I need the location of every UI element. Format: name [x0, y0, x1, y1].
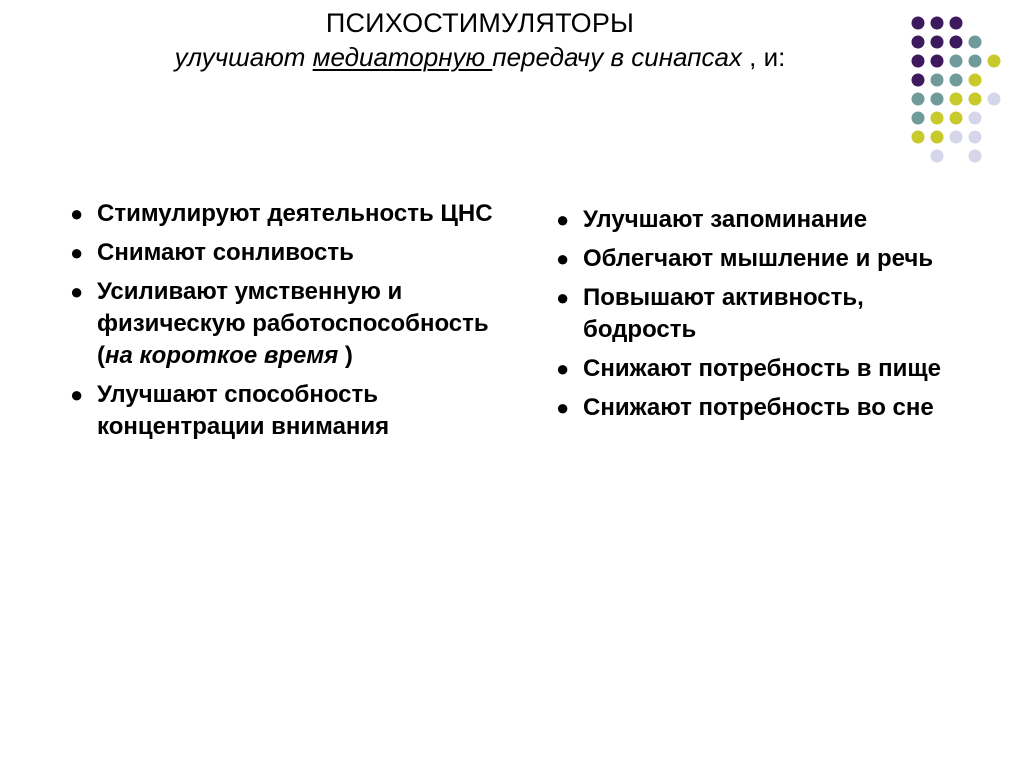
dot: [912, 74, 925, 87]
dot: [912, 131, 925, 144]
list-item: [556, 353, 956, 385]
dot: [950, 112, 963, 125]
subheading-part2: передачу в синапсах: [492, 42, 742, 72]
subheading-underlined: медиаторную: [312, 42, 493, 72]
dot: [969, 93, 982, 106]
bullet-icon: ●: [556, 207, 570, 232]
list-item-text: Снижают потребность во сне: [583, 394, 934, 421]
bullet-icon: ●: [556, 285, 570, 310]
list-item: [556, 282, 956, 346]
list-item-text: Снижают потребность в пище: [583, 355, 942, 382]
list-item: [70, 276, 510, 372]
subheading-suffix: , и:: [741, 42, 786, 72]
dot: [969, 36, 982, 49]
list-item: [70, 379, 510, 443]
dot: [950, 74, 963, 87]
list-item: [556, 392, 956, 424]
list-item-suffix: ): [338, 342, 353, 369]
dot: [931, 150, 944, 163]
bullet-icon: ●: [70, 240, 84, 265]
bullet-icon: ●: [70, 382, 84, 407]
list-item-text: Улучшают запоминание: [583, 206, 868, 233]
list-item-italic: на короткое время: [105, 342, 339, 369]
decorative-dot-grid: [904, 14, 1014, 164]
subheading-part1: улучшают: [174, 42, 313, 72]
bullet-icon: ●: [70, 201, 84, 226]
dot: [912, 17, 925, 30]
dot: [931, 17, 944, 30]
dot: [969, 131, 982, 144]
dot: [988, 93, 1001, 106]
dot: [931, 93, 944, 106]
dot: [950, 36, 963, 49]
dot: [912, 55, 925, 68]
dot: [912, 93, 925, 106]
list-item-text: Повышают активность, бодрость: [583, 284, 864, 343]
list-item: [70, 237, 510, 269]
bullet-icon: ●: [556, 246, 570, 271]
dot: [969, 150, 982, 163]
dot: [950, 93, 963, 106]
dot: [950, 55, 963, 68]
dot: [950, 131, 963, 144]
list-item-text: Улучшают способность концентрации внимания: [97, 381, 390, 440]
dot: [931, 55, 944, 68]
dot: [931, 74, 944, 87]
dot: [969, 74, 982, 87]
list-item-text: Облегчают мышление и речь: [583, 245, 934, 272]
slide-title: [60, 6, 900, 74]
dot: [969, 112, 982, 125]
dot: [931, 36, 944, 49]
dot: [950, 17, 963, 30]
list-item: [556, 243, 956, 275]
dot: [931, 131, 944, 144]
list-item-text: Усиливают умственную и физическую работоспособность (: [97, 278, 489, 369]
bullet-icon: ●: [556, 395, 570, 420]
bullet-icon: ●: [70, 279, 84, 304]
list-item: [556, 204, 956, 236]
dot: [931, 112, 944, 125]
dot: [969, 55, 982, 68]
dot: [912, 36, 925, 49]
list-item-text: Стимулируют деятельность ЦНС: [97, 200, 493, 227]
bullet-icon: ●: [556, 356, 570, 381]
dot: [912, 112, 925, 125]
right-effects-list: [556, 204, 956, 431]
list-item: [70, 198, 510, 230]
left-effects-list: [70, 198, 510, 450]
list-item-text: Снимают сонливость: [97, 239, 354, 266]
title-subheading: [60, 40, 900, 74]
dot: [988, 55, 1001, 68]
title-heading: ПСИХОСТИМУЛЯТОРЫ: [325, 8, 635, 38]
